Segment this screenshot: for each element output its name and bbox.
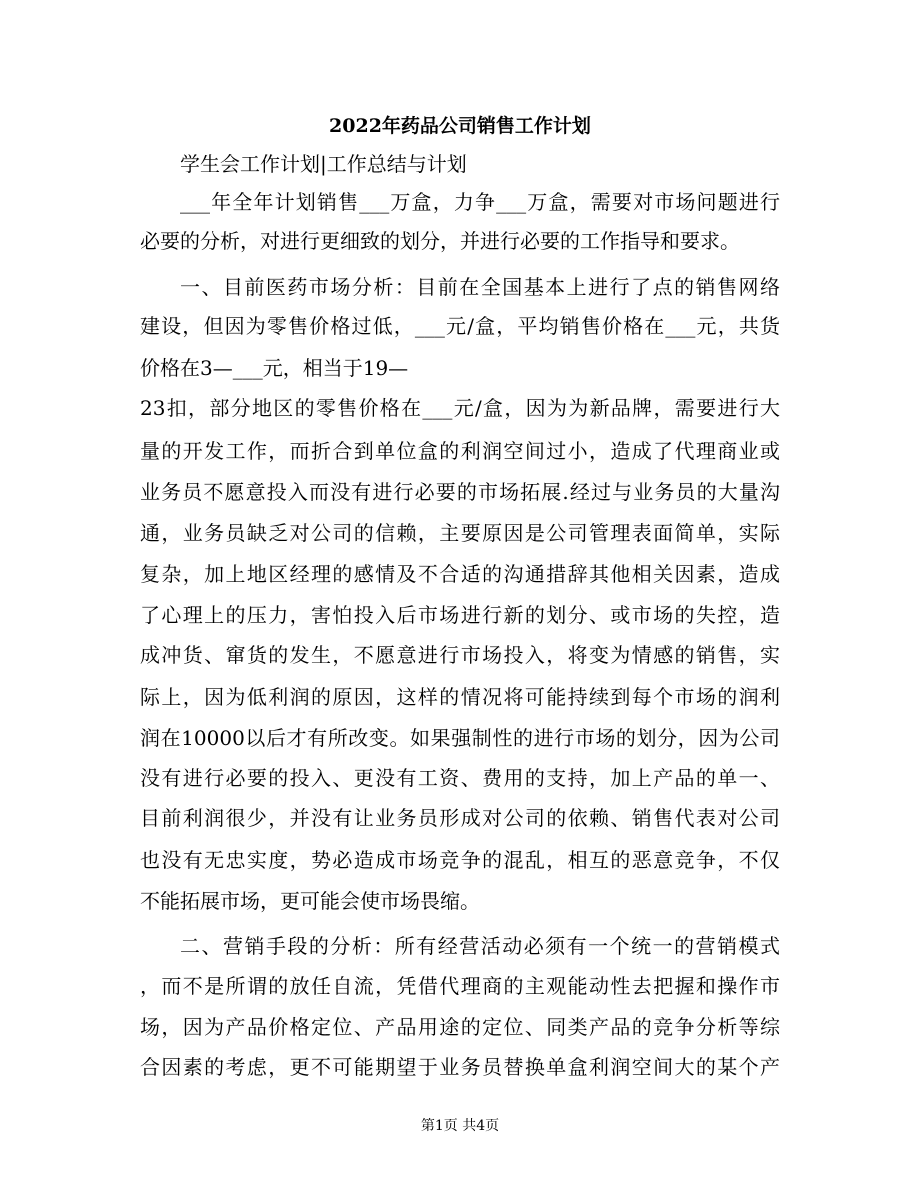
document-title: 2022年药品公司销售工作计划: [329, 115, 591, 137]
paragraph-line: ___年全年计划销售___万盒，力争___万盒，需要对市场问题进行: [180, 190, 780, 214]
paragraph-line: 成冲货、窜货的发生，不愿意进行市场投入，将变为情感的销售，实: [140, 643, 780, 667]
paragraph-line: 目前利润很少，并没有让业务员形成对公司的依赖、销售代表对公司: [140, 806, 780, 830]
paragraph-line: 也没有无忠实度，势必造成市场竞争的混乱，相互的恶意竞争，不仅: [140, 848, 780, 872]
paragraph-line: 业务员不愿意投入而没有进行必要的市场拓展.经过与业务员的大量沟: [140, 480, 780, 504]
paragraph-line: 一、目前医药市场分析：目前在全国基本上进行了点的销售网络: [180, 275, 780, 299]
paragraph-line: 必要的分析，对进行更细致的划分，并进行必要的工作指导和要求。: [140, 229, 740, 253]
paragraph-line: 不能拓展市场，更可能会使市场畏缩。: [140, 889, 480, 913]
paragraph-line: 了心理上的压力，害怕投入后市场进行新的划分、或市场的失控，造: [140, 603, 780, 627]
paragraph-line: 通，业务员缺乏对公司的信赖，主要原因是公司管理表面简单，实际: [140, 521, 780, 545]
paragraph-line: 建设，但因为零售价格过低，___元/盒，平均销售价格在___元，共货: [140, 314, 780, 338]
paragraph-line: 23扣，部分地区的零售价格在___元/盒，因为为新品牌，需要进行大: [140, 396, 780, 420]
paragraph-line: 场，因为产品价格定位、产品用途的定位、同类产品的竞争分析等综: [140, 1015, 780, 1039]
paragraph-line: 量的开发工作，而折合到单位盒的利润空间过小，造成了代理商业或: [140, 439, 780, 463]
paragraph-line: 没有进行必要的投入、更没有工资、费用的支持，加上产品的单一、: [140, 766, 780, 790]
paragraph-line: 二、营销手段的分析：所有经营活动必须有一个统一的营销模式: [180, 934, 780, 958]
paragraph-line: 合因素的考虑，更不可能期望于业务员替换单盒利润空间大的某个产: [140, 1055, 780, 1079]
document-subtitle: 学生会工作计划|工作总结与计划: [180, 152, 467, 176]
paragraph-line: 复杂，加上地区经理的感情及不合适的沟通措辞其他相关因素，造成: [140, 562, 780, 586]
paragraph-line: 际上，因为低利润的原因，这样的情况将可能持续到每个市场的润利: [140, 685, 780, 709]
paragraph-line: 价格在3—___元，相当于19—: [140, 356, 409, 380]
paragraph-line: 润在10000以后才有所改变。如果强制性的进行市场的划分，因为公司: [140, 726, 780, 750]
page-footer: 第1页 共4页: [420, 1118, 500, 1134]
paragraph-line: ，而不是所谓的放任自流，凭借代理商的主观能动性去把握和操作市: [140, 974, 780, 998]
